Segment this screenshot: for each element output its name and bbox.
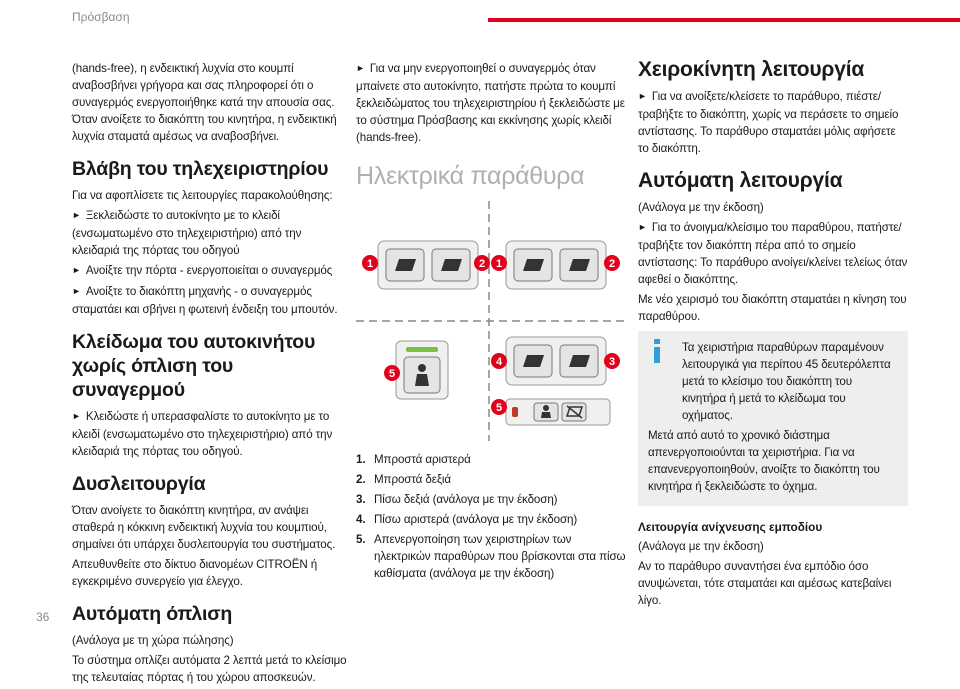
- info-note: [638, 331, 908, 506]
- status-led: [406, 347, 438, 352]
- bullet-item: [356, 60, 626, 146]
- note-text: Μετά από αυτό το χρονικό διάστημα απενεργοποιούνται τα χειριστήρια. Για να επανενεργοποιηθούν, ανοίξτε το διακόπτη του κινητήρα ή ξεκλειδώστε το όχημα.: [648, 429, 880, 493]
- column-2: [356, 60, 626, 585]
- paragraph: Απευθυνθείτε στο δίκτυο διανομέων CITROËN ή εγκεκριμένο συνεργείο για έλεγχο.: [72, 558, 318, 588]
- marker-4: [491, 353, 507, 369]
- bullet-item: [72, 283, 348, 318]
- bullet-text: Ανοίξτε την πόρτα - ενεργοποιείται ο συναγερμός: [85, 264, 333, 277]
- arrow-icon: ►: [72, 411, 81, 421]
- paragraph: (hands-free), η ενδεικτική λυχνία στο κουμπί αναβοσβήνει γρήγορα και σας πληροφορεί ότι ο συναγερμός ενεργοποιήθηκε κατά την απουσία σας. Όταν ανοίξετε το διακόπτη του κινητήρα, η ενδεικτική λυχνία σταματά αμέσως να αναβοσβήνει.: [72, 62, 337, 143]
- svg-text:3: 3: [608, 356, 616, 368]
- arrow-icon: ►: [72, 265, 81, 275]
- bullet-text: Κλειδώστε ή υπερασφαλίστε το αυτοκίνητο με το κλειδί (ενσωματωμένο στο τηλεχειριστήριο) από την κλειδαριά της πόρτας του οδηγού.: [72, 410, 333, 458]
- marker-3: [604, 353, 620, 369]
- info-icon: [652, 339, 662, 363]
- arrow-icon: ►: [72, 210, 81, 220]
- list-text: Απενεργοποίηση των χειριστηρίων των ηλεκτρικών παραθύρων που βρίσκονται στα πίσω καθίσματα (ανάλογα με την έκδοση): [374, 533, 626, 580]
- bullet-text: Ξεκλειδώστε το αυτοκίνητο με το κλειδί (ενσωματωμένο στο τηλεχειριστήριο) από την κλειδαριά της πόρτας του οδηγού: [72, 209, 302, 257]
- svg-text:5: 5: [495, 402, 503, 414]
- list-number: 4.: [356, 513, 366, 526]
- arrow-icon: ►: [356, 63, 365, 73]
- paragraph: (Ανάλογα με την έκδοση): [638, 201, 764, 214]
- heading-automatic-operation: Αυτόματη λειτουργία: [638, 169, 843, 192]
- paragraph: (Ανάλογα με τη χώρα πώλησης): [72, 634, 234, 647]
- list-item: [356, 491, 626, 508]
- bullet-item: [72, 262, 348, 280]
- column-1: [72, 60, 348, 689]
- svg-text:5: 5: [388, 368, 396, 380]
- arrow-icon: ►: [638, 222, 647, 232]
- marker-2: [604, 255, 620, 271]
- svg-text:4: 4: [495, 356, 503, 368]
- page-number: 36: [36, 610, 50, 624]
- list-text: Πίσω δεξιά (ανάλογα με την έκδοση): [374, 493, 558, 506]
- marker-1: [491, 255, 507, 271]
- window-switches-diagram: [356, 201, 626, 441]
- page-header-title: Πρόσβαση: [72, 10, 130, 24]
- list-number: 5.: [356, 533, 366, 546]
- marker-5: [384, 365, 400, 381]
- heading-anti-pinch: Λειτουργία ανίχνευσης εμποδίου: [638, 520, 823, 534]
- list-number: 2.: [356, 473, 366, 486]
- svg-text:2: 2: [478, 258, 486, 270]
- list-item: [356, 531, 626, 582]
- paragraph: Με νέο χειρισμό του διακόπτη σταματάει η κίνηση του παραθύρου.: [638, 293, 907, 323]
- marker-5: [491, 399, 507, 415]
- arrow-icon: ►: [72, 286, 81, 296]
- svg-text:1: 1: [366, 258, 374, 270]
- bullet-item: [638, 88, 908, 157]
- paragraph: Για να αφοπλίσετε τις λειτουργίες παρακολούθησης:: [72, 189, 333, 202]
- heading-lock-without-alarm: Κλείδωμα του αυτοκινήτου χωρίς όπλιση του συναγερμού: [72, 331, 316, 401]
- bullet-text: Για να ανοίξετε/κλείσετε το παράθυρο, πιέστε/τραβήξτε το διακόπτη, χωρίς να περάσετε το σημείο αντίστασης. Το παράθυρο σταματάει μόλις αφήσετε το διακόπτη.: [638, 90, 899, 155]
- heading-auto-arming: Αυτόματη όπλιση: [72, 603, 233, 625]
- heading-malfunction: Δυσλειτουργία: [72, 473, 206, 495]
- list-item: [356, 471, 626, 488]
- diagram-svg: [356, 201, 626, 441]
- bullet-item: [72, 207, 348, 259]
- marker-2: [474, 255, 490, 271]
- list-text: Μπροστά δεξιά: [374, 473, 451, 486]
- child-lock-icon: [543, 405, 549, 411]
- child-lock-icon: [541, 412, 551, 418]
- heading-remote-failure: Βλάβη του τηλεχειριστηρίου: [72, 158, 329, 180]
- child-lock-icon: [415, 374, 429, 386]
- paragraph: (Ανάλογα με την έκδοση): [638, 540, 764, 553]
- heading-electric-windows: Ηλεκτρικά παράθυρα: [356, 162, 585, 190]
- marker-1: [362, 255, 378, 271]
- numbered-list: [356, 451, 626, 582]
- status-led: [512, 407, 518, 417]
- bullet-text: Για το άνοιγμα/κλείσιμο του παραθύρου, πατήστε/τραβήξτε τον διακόπτη πέρα από το σημείο αντίστασης: Το παράθυρο ανοίγει/κλείνει τελείως όταν αφεθεί ο διακόπτης.: [638, 221, 908, 286]
- list-number: 3.: [356, 493, 366, 506]
- header-accent-bar: [488, 18, 960, 22]
- list-text: Μπροστά αριστερά: [374, 453, 471, 466]
- svg-text:1: 1: [495, 258, 503, 270]
- svg-text:2: 2: [608, 258, 616, 270]
- bullet-text: Ανοίξτε το διακόπτη μηχανής - ο συναγερμός σταματάει και σβήνει η φωτεινή ένδειξη του μπουτόν.: [72, 285, 338, 316]
- list-text: Πίσω αριστερά (ανάλογα με την έκδοση): [374, 513, 578, 526]
- arrow-icon: ►: [638, 91, 647, 101]
- paragraph: Το σύστημα οπλίζει αυτόματα 2 λεπτά μετά το κλείσιμο της τελευταίας πόρτας ή του χώρου αποσκευών.: [72, 654, 347, 684]
- list-item: [356, 451, 626, 468]
- column-3: [638, 60, 908, 612]
- paragraph: Όταν ανοίγετε το διακόπτη κινητήρα, αν ανάψει σταθερά η κόκκινη ενδεικτική λυχνία του κουμπιού, σημαίνει ότι υπάρχει δυσλειτουργία του συστήματος.: [72, 504, 336, 551]
- bullet-item: [72, 408, 348, 460]
- list-number: 1.: [356, 453, 366, 466]
- list-item: [356, 511, 626, 528]
- child-lock-icon: [418, 364, 426, 372]
- heading-manual-operation: Χειροκίνητη λειτουργία: [638, 58, 865, 81]
- note-text: Τα χειριστήρια παραθύρων παραμένουν λειτουργικά για περίπου 45 δευτερόλεπτα μετά το κλείσιμο του διακόπτη του κινητήρα ή μετά το κλείδωμα του οχήματος.: [682, 341, 891, 422]
- bullet-item: [638, 219, 908, 288]
- paragraph: Αν το παράθυρο συναντήσει ένα εμπόδιο όσο ανυψώνεται, τότε σταματάει και αμέσως κατεβαίνει λίγο.: [638, 560, 892, 607]
- bullet-text: Για να μην ενεργοποιηθεί ο συναγερμός όταν μπαίνετε στο αυτοκίνητο, πατήστε πρώτα το κουμπί ξεκλειδώματος του τηλεχειριστηρίου ή ξεκλειδώστε με το σύστημα Πρόσβασης και εκκίνησης χωρίς κλειδί (hands-free).: [356, 62, 625, 144]
